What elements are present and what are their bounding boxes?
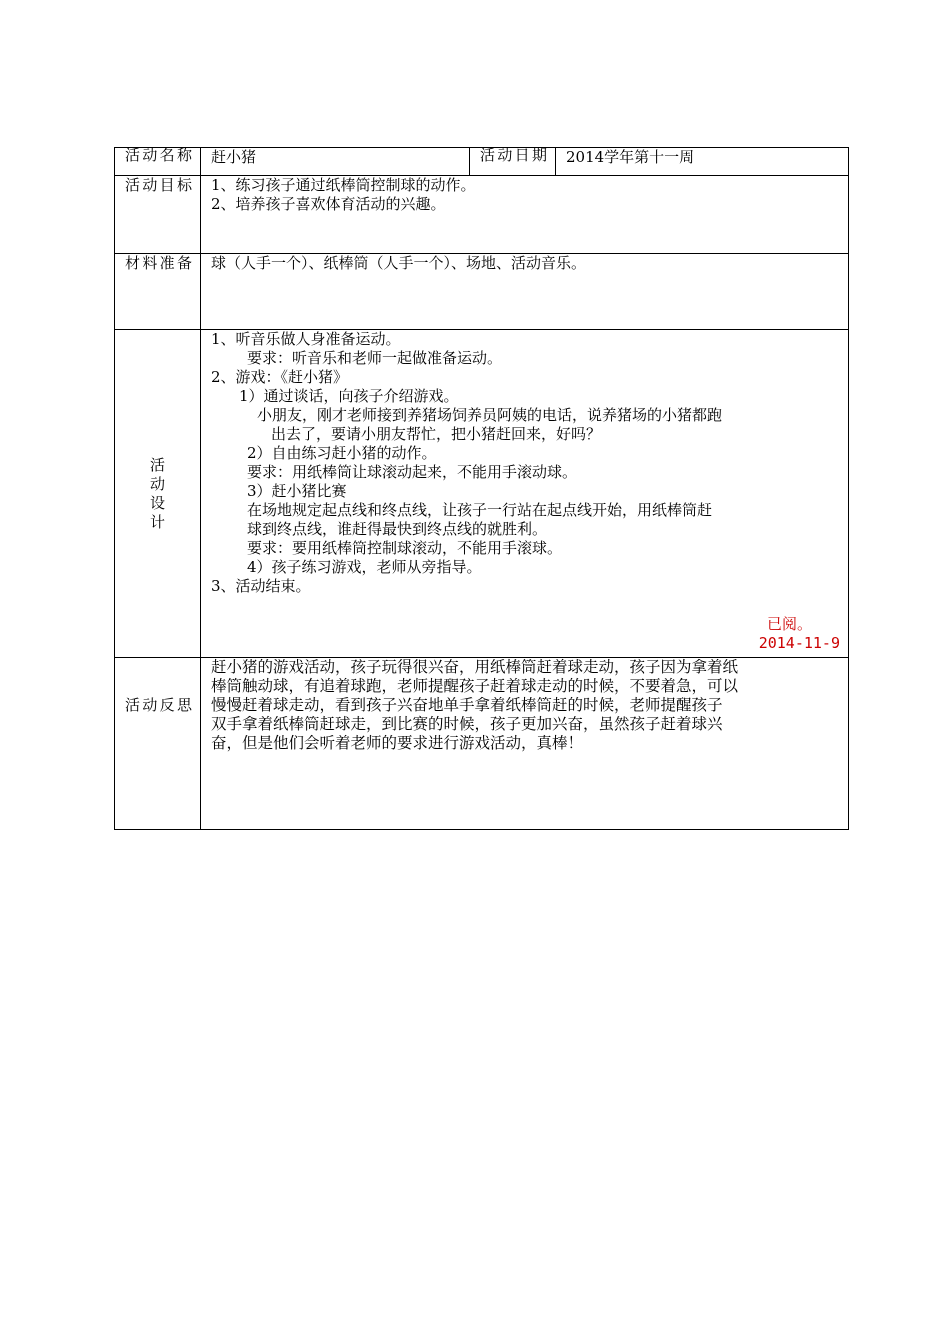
reflection-line: 棒筒触动球，有追着球跑，老师提醒孩子赶着球走动的时候，不要着急，可以 xyxy=(211,677,739,695)
design-content xyxy=(201,330,849,658)
row-design xyxy=(115,330,849,658)
goal-line: 2、培养孩子喜欢体育活动的兴趣。 xyxy=(211,195,446,213)
design-label-char: 活 xyxy=(149,455,165,474)
design-line: 1）通过谈话，向孩子介绍游戏。 xyxy=(239,387,459,405)
design-line: 球到终点线，谁赶得最快到终点线的就胜利。 xyxy=(247,520,548,538)
goals-content xyxy=(201,176,849,254)
design-line: 在场地规定起点线和终点线，让孩子一行站在起点线开始，用纸棒筒赶 xyxy=(247,501,713,519)
activity-date-value: 2014学年第十一周 xyxy=(556,148,849,176)
activity-name-label: 活动名称 xyxy=(115,148,201,176)
materials-label: 材料准备 xyxy=(115,254,201,330)
goal-line: 1、练习孩子通过纸棒筒控制球的动作。 xyxy=(211,176,476,194)
design-line: 要求：用纸棒筒让球滚动起来，不能用手滚动球。 xyxy=(247,463,578,481)
review-mark: 已阅。 xyxy=(766,615,812,633)
design-line: 1、听音乐做人身准备运动。 xyxy=(211,330,401,348)
reflection-content xyxy=(201,658,849,830)
activity-date-label: 活动日期 xyxy=(470,148,556,176)
design-line: 3）赶小猪比赛 xyxy=(247,482,347,500)
activity-name-value: 赶小猪 xyxy=(201,148,470,176)
reflection-line: 双手拿着纸棒筒赶球走，到比赛的时候，孩子更加兴奋，虽然孩子赶着球兴 xyxy=(211,715,723,733)
row-name-date xyxy=(115,148,849,176)
row-reflection xyxy=(115,658,849,830)
row-materials xyxy=(115,254,849,330)
review-date: 2014-11-9 xyxy=(758,634,840,652)
reflection-line: 慢慢赶着球走动，看到孩子兴奋地单手拿着纸棒筒赶的时候，老师提醒孩子 xyxy=(211,696,723,714)
design-spacer xyxy=(211,596,840,615)
design-line: 4）孩子练习游戏，老师从旁指导。 xyxy=(247,558,482,576)
design-line: 2、游戏：《赶小猪》 xyxy=(211,368,349,386)
goals-label: 活动目标 xyxy=(115,176,201,254)
reflection-label: 活动反思 xyxy=(115,658,201,830)
design-line: 要求：要用纸棒筒控制球滚动，不能用手滚球。 xyxy=(247,539,563,557)
design-line: 出去了，要请小朋友帮忙，把小猪赶回来，好吗？ xyxy=(271,425,602,443)
design-label xyxy=(115,330,201,658)
design-line: 要求：听音乐和老师一起做准备运动。 xyxy=(247,349,503,367)
design-label-char: 设 xyxy=(149,493,165,512)
design-label-char: 动 xyxy=(149,474,165,493)
reflection-line: 奋，但是他们会听着老师的要求进行游戏活动，真棒！ xyxy=(211,734,584,752)
row-goals xyxy=(115,176,849,254)
reflection-line: 赶小猪的游戏活动，孩子玩得很兴奋，用纸棒筒赶着球走动，孩子因为拿着纸 xyxy=(211,658,739,676)
design-label-char: 计 xyxy=(149,512,165,531)
design-line: 小朋友，刚才老师接到养猪场饲养员阿姨的电话，说养猪场的小猪都跑 xyxy=(257,406,723,424)
activity-plan-table xyxy=(114,147,849,830)
materials-content: 球（人手一个）、纸棒筒（人手一个）、场地、活动音乐。 xyxy=(201,254,849,330)
design-line: 3、活动结束。 xyxy=(211,577,311,595)
design-line: 2）自由练习赶小猪的动作。 xyxy=(247,444,437,462)
